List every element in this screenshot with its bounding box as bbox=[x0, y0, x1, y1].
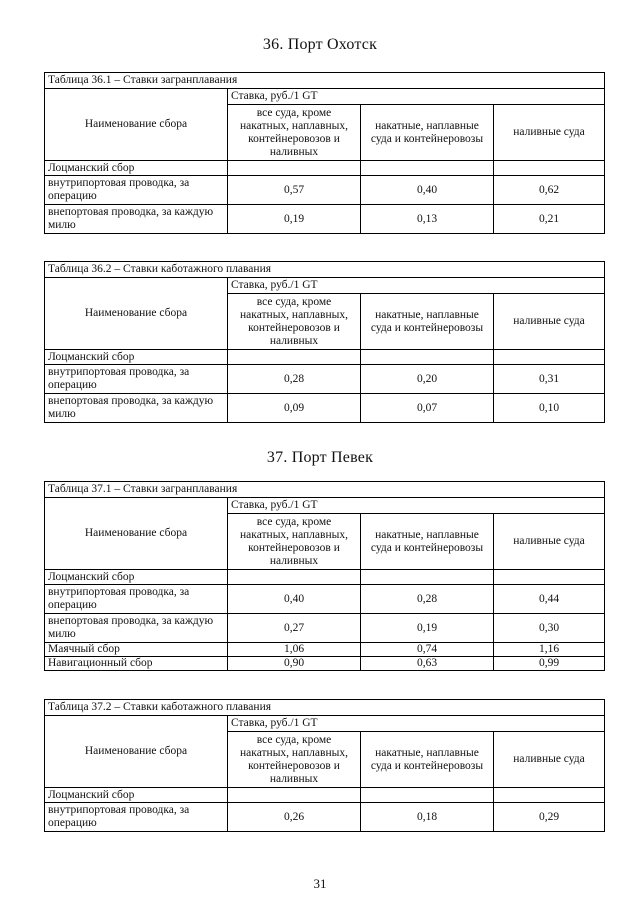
row-label: внутрипортовая проводка, за операцию bbox=[45, 803, 228, 832]
cell-value: 0,13 bbox=[361, 205, 494, 234]
rate-table-36-1 bbox=[44, 72, 605, 234]
row-label: внутрипортовая проводка, за операцию bbox=[45, 585, 228, 614]
header-roro-container: накатные, наплавные суда и контейнеровозы bbox=[361, 105, 494, 161]
header-rate-unit: Ставка, руб./1 GT bbox=[228, 498, 605, 514]
cell-value: 0,74 bbox=[361, 643, 494, 657]
header-fee-name: Наименование сбора bbox=[45, 498, 228, 570]
cell-value: 0,09 bbox=[228, 394, 361, 423]
section-heading-37: 37. Порт Певек bbox=[266, 449, 374, 466]
table-caption: Таблица 37.2 – Ставки каботажного плавания bbox=[45, 700, 605, 716]
table-caption: Таблица 36.1 – Ставки загранплавания bbox=[45, 73, 605, 89]
table-row bbox=[45, 205, 605, 234]
cell-value: 0,10 bbox=[494, 394, 605, 423]
cell-value: 0,19 bbox=[228, 205, 361, 234]
row-label: Навигационный сбор bbox=[45, 657, 228, 671]
rate-table-37-1 bbox=[44, 481, 605, 671]
group-label-pilotage: Лоцманский сбор bbox=[45, 788, 228, 803]
header-tankers: наливные суда bbox=[494, 294, 605, 350]
row-label: внепортовая проводка, за каждую милю bbox=[45, 394, 228, 423]
header-roro-container: накатные, наплавные суда и контейнеровозы bbox=[361, 294, 494, 350]
header-tankers: наливные суда bbox=[494, 514, 605, 570]
row-label: внутрипортовая проводка, за операцию bbox=[45, 176, 228, 205]
row-label: внепортовая проводка, за каждую милю bbox=[45, 205, 228, 234]
table-caption: Таблица 37.1 – Ставки загранплавания bbox=[45, 482, 605, 498]
group-label-pilotage: Лоцманский сбор bbox=[45, 161, 228, 176]
header-roro-container: накатные, наплавные суда и контейнеровозы bbox=[361, 732, 494, 788]
cell-value: 0,18 bbox=[361, 803, 494, 832]
header-fee-name: Наименование сбора bbox=[45, 278, 228, 350]
header-fee-name: Наименование сбора bbox=[45, 716, 228, 788]
cell-value: 0,63 bbox=[361, 657, 494, 671]
page-number: 31 bbox=[313, 876, 327, 891]
rate-table-36-2 bbox=[44, 261, 605, 423]
cell-value: 0,90 bbox=[228, 657, 361, 671]
group-label-pilotage: Лоцманский сбор bbox=[45, 350, 228, 365]
table-caption: Таблица 36.2 – Ставки каботажного плавания bbox=[45, 262, 605, 278]
table-row bbox=[45, 803, 605, 832]
cell-value: 0,31 bbox=[494, 365, 605, 394]
cell-value: 0,20 bbox=[361, 365, 494, 394]
row-label: внепортовая проводка, за каждую милю bbox=[45, 614, 228, 643]
header-rate-unit: Ставка, руб./1 GT bbox=[228, 89, 605, 105]
table-row bbox=[45, 657, 605, 671]
header-rate-unit: Ставка, руб./1 GT bbox=[228, 278, 605, 294]
section-heading-36: 36. Порт Охотск bbox=[262, 36, 378, 53]
header-fee-name: Наименование сбора bbox=[45, 89, 228, 161]
table-row bbox=[45, 365, 605, 394]
header-all-vessels: все суда, кроме накатных, наплавных, контейнеровозов и наливных bbox=[228, 105, 361, 161]
rate-table-37-2 bbox=[44, 699, 605, 832]
header-rate-unit: Ставка, руб./1 GT bbox=[228, 716, 605, 732]
table-row bbox=[45, 643, 605, 657]
table-row bbox=[45, 585, 605, 614]
header-tankers: наливные суда bbox=[494, 732, 605, 788]
cell-value: 0,30 bbox=[494, 614, 605, 643]
cell-value: 0,62 bbox=[494, 176, 605, 205]
cell-value: 1,16 bbox=[494, 643, 605, 657]
cell-value: 0,57 bbox=[228, 176, 361, 205]
cell-value: 0,99 bbox=[494, 657, 605, 671]
header-all-vessels: все суда, кроме накатных, наплавных, контейнеровозов и наливных bbox=[228, 732, 361, 788]
table-row bbox=[45, 394, 605, 423]
cell-value: 0,26 bbox=[228, 803, 361, 832]
cell-value: 0,19 bbox=[361, 614, 494, 643]
group-label-pilotage: Лоцманский сбор bbox=[45, 570, 228, 585]
cell-value: 0,40 bbox=[361, 176, 494, 205]
cell-value: 0,44 bbox=[494, 585, 605, 614]
header-tankers: наливные суда bbox=[494, 105, 605, 161]
table-row bbox=[45, 176, 605, 205]
cell-value: 0,28 bbox=[228, 365, 361, 394]
header-all-vessels: все суда, кроме накатных, наплавных, контейнеровозов и наливных bbox=[228, 294, 361, 350]
cell-value: 0,07 bbox=[361, 394, 494, 423]
table-row bbox=[45, 614, 605, 643]
header-roro-container: накатные, наплавные суда и контейнеровозы bbox=[361, 514, 494, 570]
row-label: внутрипортовая проводка, за операцию bbox=[45, 365, 228, 394]
cell-value: 1,06 bbox=[228, 643, 361, 657]
cell-value: 0,27 bbox=[228, 614, 361, 643]
cell-value: 0,21 bbox=[494, 205, 605, 234]
cell-value: 0,40 bbox=[228, 585, 361, 614]
cell-value: 0,29 bbox=[494, 803, 605, 832]
header-all-vessels: все суда, кроме накатных, наплавных, контейнеровозов и наливных bbox=[228, 514, 361, 570]
cell-value: 0,28 bbox=[361, 585, 494, 614]
row-label: Маячный сбор bbox=[45, 643, 228, 657]
